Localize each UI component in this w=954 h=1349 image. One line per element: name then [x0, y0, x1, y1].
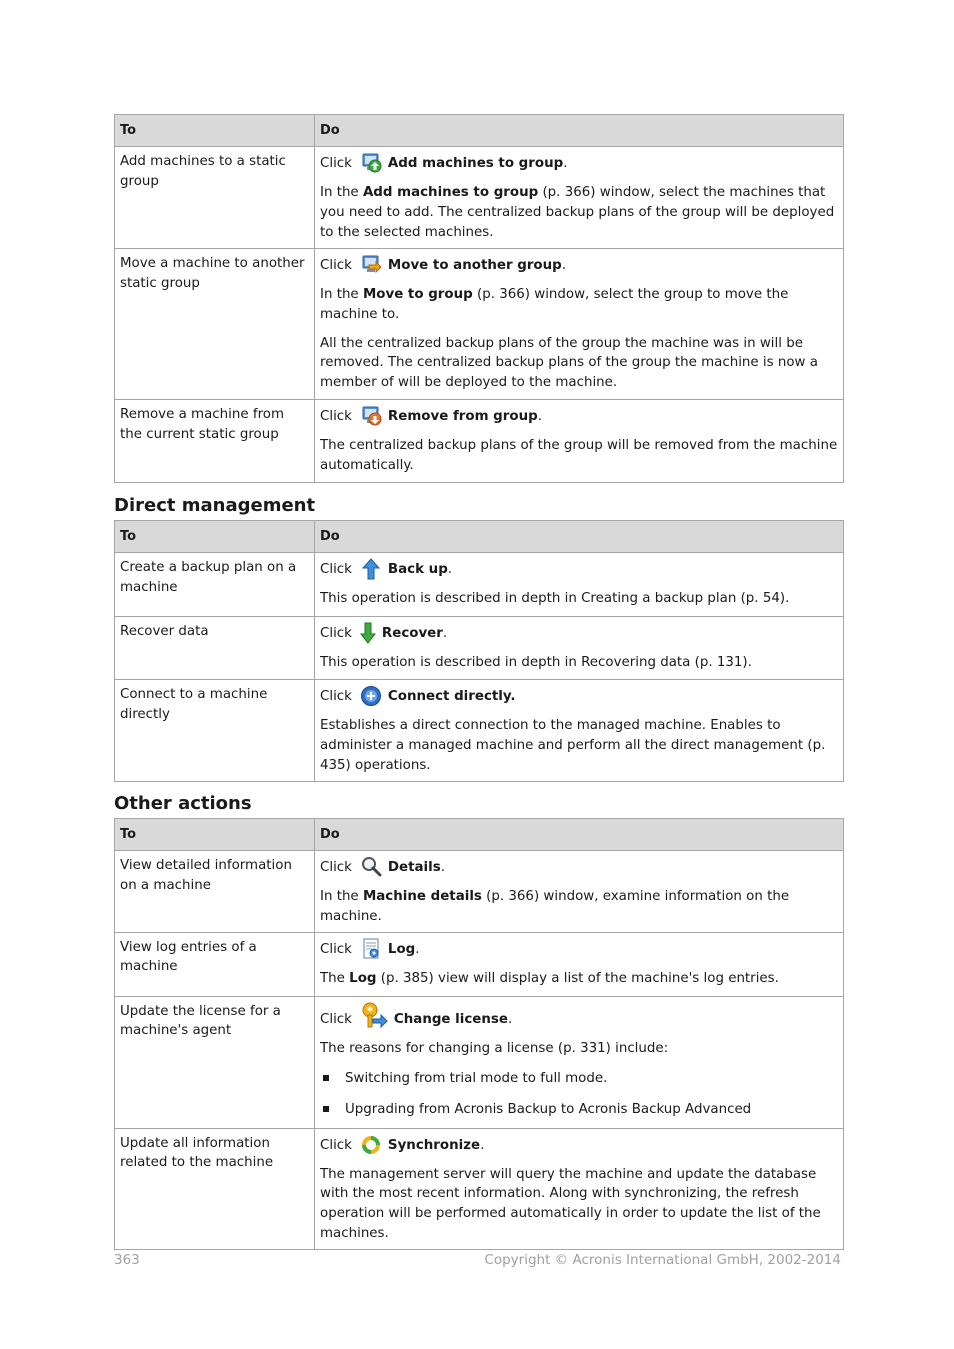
table-row — [115, 932, 844, 996]
other-actions-table — [114, 818, 844, 1250]
table-row — [115, 617, 844, 680]
log-icon — [360, 938, 382, 960]
row-to: Create a backup plan on a machine — [115, 553, 315, 617]
backup-arrow-icon — [360, 558, 382, 580]
header-to: To — [115, 819, 315, 851]
section-title-other-actions: Other actions — [114, 793, 252, 814]
action-label: Synchronize — [387, 1137, 481, 1153]
table-row — [115, 996, 844, 1128]
group-actions-table — [114, 114, 844, 483]
synchronize-icon — [360, 1134, 382, 1156]
table-row — [115, 249, 844, 400]
header-to: To — [115, 521, 315, 553]
action-label: Connect directly. — [387, 689, 516, 705]
license-key-icon — [360, 1002, 388, 1030]
action-label: Move to another group — [387, 258, 562, 274]
row-do: Click Recover . This operation is described in depth in Recovering data (p. 131). — [315, 617, 844, 680]
row-to: Recover data — [115, 617, 315, 680]
page-number: 363 — [114, 1252, 140, 1268]
magnifier-icon — [360, 856, 382, 878]
action-label: Back up — [387, 562, 448, 578]
header-do: Do — [315, 115, 844, 147]
connect-icon — [360, 685, 382, 707]
row-to: Update the license for a machine's agent — [115, 996, 315, 1128]
row-do: Click Synchronize . The management server will query the machine and update the database with the most recent information. Along with synchronizing, the refresh operation will be performed automatically in order to update the list of the machines. — [315, 1128, 844, 1249]
row-to: View detailed information on a machine — [115, 851, 315, 933]
table-row — [115, 147, 844, 249]
row-to: Remove a machine from the current static group — [115, 400, 315, 483]
row-to: Connect to a machine directly — [115, 680, 315, 782]
list-item: Upgrading from Acronis Backup to Acronis Backup Advanced — [320, 1100, 838, 1120]
row-to: Update all information related to the machine — [115, 1128, 315, 1249]
row-to: Move a machine to another static group — [115, 249, 315, 400]
action-label: Log — [387, 941, 416, 957]
row-do: Click Back up . This operation is described in depth in Creating a backup plan (p. 54). — [315, 553, 844, 617]
row-do: Click Change license . The reasons for changing a license (p. 331) include: Switching from trial mode to full mode. Upgrading from Acronis Backup to Acronis Backup Advanced — [315, 996, 844, 1128]
action-label: Add machines to group — [387, 156, 564, 172]
move-machine-icon — [360, 254, 382, 276]
row-do: Click Add machines to group . In the Add machines to group (p. 366) window, select the machines that you need to add. The centralized backup plans of the group will be deployed to the selected machines. — [315, 147, 844, 249]
row-do: Click Log . The Log (p. 385) view will display a list of the machine's log entries. — [315, 932, 844, 996]
add-machines-icon — [360, 152, 382, 174]
table-row — [115, 400, 844, 483]
action-label: Change license — [393, 1011, 508, 1027]
section-title-direct-management: Direct management — [114, 495, 316, 516]
row-do: Click Move to another group . In the Move to group (p. 366) window, select the group to move the machine to. All the centralized backup plans of the group the machine was in will be removed. The centralized backup plans of the group the machine is now a member of will be deployed to the machine. — [315, 249, 844, 400]
recover-arrow-icon — [360, 622, 376, 644]
action-label: Details — [387, 860, 441, 876]
row-to: View log entries of a machine — [115, 932, 315, 996]
row-to: Add machines to a static group — [115, 147, 315, 249]
table-row — [115, 851, 844, 933]
table-row — [115, 553, 844, 617]
header-do: Do — [315, 819, 844, 851]
row-do: Click Details . In the Machine details (p. 366) window, examine information on the machine. — [315, 851, 844, 933]
action-label: Recover — [381, 626, 443, 642]
header-to: To — [115, 115, 315, 147]
table-row — [115, 1128, 844, 1249]
table-row — [115, 680, 844, 782]
action-label: Remove from group — [387, 409, 538, 425]
list-item: Switching from trial mode to full mode. — [320, 1069, 838, 1089]
row-do: Click Remove from group . The centralized backup plans of the group will be removed from the machine automatically. — [315, 400, 844, 483]
header-do: Do — [315, 521, 844, 553]
direct-management-table — [114, 520, 844, 782]
row-do: Click Connect directly. Establishes a direct connection to the managed machine. Enables to administer a managed machine and perform all the direct management (p. 435) operations. — [315, 680, 844, 782]
remove-machine-icon — [360, 405, 382, 427]
copyright-text: Copyright © Acronis International GmbH, 2002-2014 — [484, 1252, 841, 1268]
